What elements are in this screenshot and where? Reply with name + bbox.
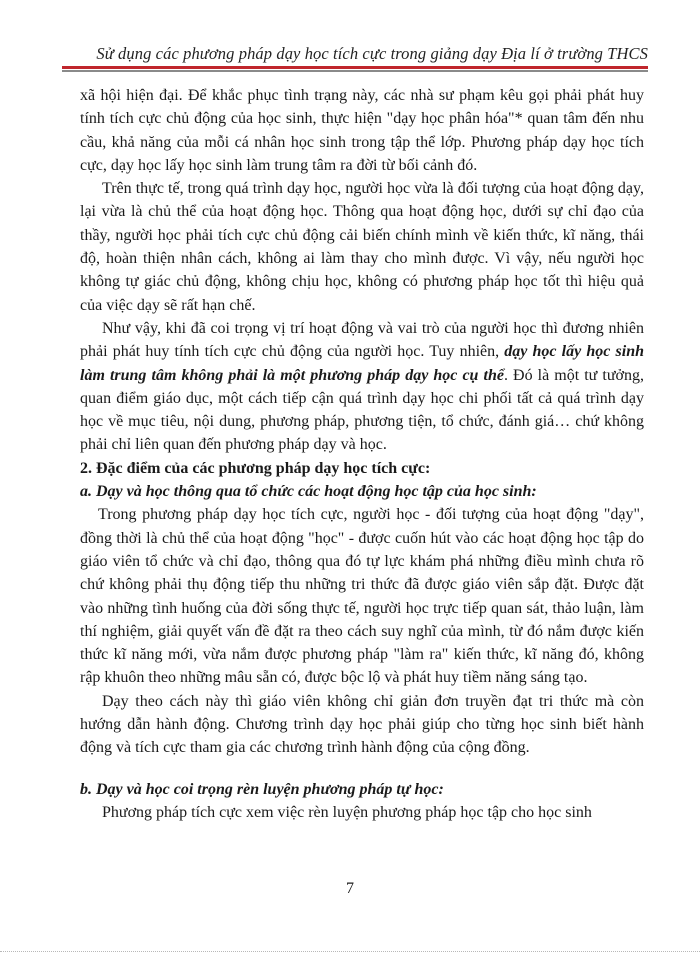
paragraph-3-emphasis: dạy học lấy học sinh làm trung tâm không phải là một phương pháp dạy học cụ thể (80, 343, 644, 384)
paragraph-3-end: . Đó là một tư tưởng, quan điểm giáo dục, một cách tiếp cận quá trình dạy học chi phối tất cả quá trình dạy học về mục tiêu, nội dung, phương pháp, phương tiện, tổ chức, đánh giá… chứ không phải chỉ liên quan đến phương pháp dạy và học. (80, 366, 645, 454)
paragraph-3-start: Như vậy, khi đã coi trọng vị trí hoạt động và vai trò của người học thì đương nhiên phải phát huy tính tích cực chủ động của người học. Tuy nhiên, (80, 319, 644, 361)
paragraph-4: Trong phương pháp dạy học tích cực, người học - đối tượng của hoạt động "dạy", đồng thời là chủ thể của hoạt động "học" - được cuốn hút vào các hoạt động học tập do giáo viên tổ chức và chỉ đạo, thông qua đó tự lực khám phá những điều mình chưa rõ chứ không phải thụ động tiếp thu những tri thức đã được giáo viên sắp đặt. Được đặt vào những tình huống của đời sống thực tế, người học trực tiếp quan sát, thảo luận, làm thí nghiệm, giải quyết vấn đề đặt ra theo cách suy nghĩ của mình, từ đó nắm được kiến thức kĩ năng mới, vừa nắm được phương pháp "làm ra" kiến thức, kĩ năng đó, không rập khuôn theo những mâu sẵn có, được bộc lộ và phát huy tiềm năng sáng tạo. (80, 506, 644, 687)
paragraph-2: Trên thực tế, trong quá trình dạy học, người học vừa là đối tượng của hoạt động dạy, lại vừa là chủ thể của hoạt động học. Thông qua hoạt động học, dưới sự chỉ đạo của thầy, người học phải tích cực chủ động cải biến chính mình về kiến thức, kĩ năng, thái độ, hoàn thiện nhân cách, không ai làm thay cho mình được. Vì vậy, nếu người học không tự giác chủ động, không chịu học, không có phương pháp học tốt thì hiệu quả của việc dạy sẽ rất hạn chế. (80, 180, 644, 314)
paragraph-1: xã hội hiện đại. Để khắc phục tình trạng này, các nhà sư phạm kêu gọi phải phát huy tính tích cực chủ động của học sinh, thực hiện "dạy học phân hóa"* quan tâm đến nhu cầu, khả năng của mỗi cá nhân học sinh trong tập thể lớp. Phương pháp dạy học tích cực, dạy học lấy học sinh làm trung tâm ra đời từ bối cảnh đó. (80, 87, 644, 174)
running-header: Sử dụng các phương pháp dạy học tích cực trong giảng dạy Địa lí ở trường THCS (96, 44, 648, 63)
page-number: 7 (346, 880, 354, 897)
subheading-b: b. Dạy và học coi trọng rèn luyện phương pháp tự học: (80, 780, 444, 798)
paragraph-5: Dạy theo cách này thì giáo viên không chỉ giản đơn truyền đạt tri thức mà còn hướng dẫn hành động. Chương trình dạy học phải giúp cho từng học sinh biết hành động và tích cực tham gia các chương trình hành động của cộng đồng. (80, 692, 644, 757)
header-rule-gray (62, 70, 648, 72)
page-body (80, 84, 644, 824)
paragraph-6: Phương pháp tích cực xem việc rèn luyện phương pháp học tập cho học sinh (102, 803, 592, 821)
section-heading-2: 2. Đặc điểm của các phương pháp dạy học tích cực: (80, 459, 431, 477)
paragraph-3 (80, 317, 644, 457)
spacer (80, 760, 644, 778)
subheading-a: a. Dạy và học thông qua tổ chức các hoạt động học tập của học sinh: (80, 483, 537, 501)
header-rule-red (62, 66, 648, 69)
page-bottom-border (0, 951, 700, 952)
